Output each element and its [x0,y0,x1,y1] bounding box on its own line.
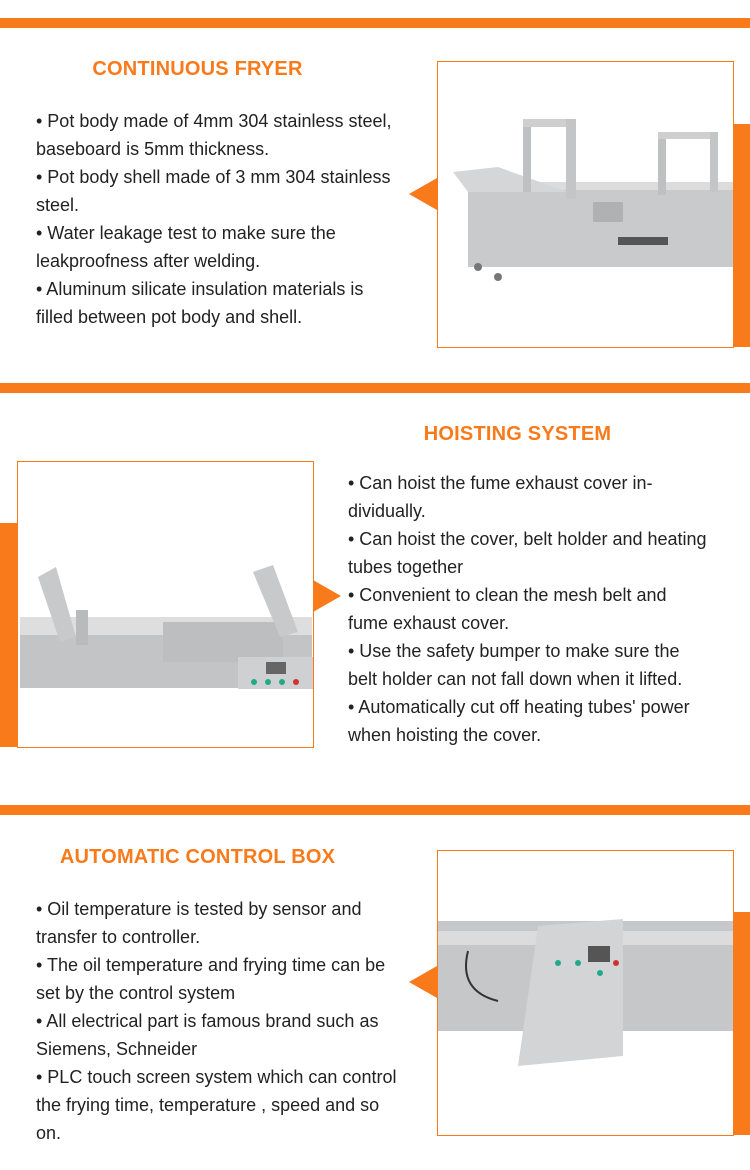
pointer-arrow [409,178,437,210]
fryer-photo [437,61,734,348]
divider-bar [0,383,750,393]
feature-item: • Automatically cut off heating tubes' power when hoisting the cover. [348,697,690,745]
divider-bar [0,18,750,28]
feature-item: • Oil temperature is tested by sensor and transfer to controller. [36,899,362,947]
accent-strip [0,523,17,747]
feature-item: • All electrical part is famous brand such as Siemens, Schneider [36,1011,379,1059]
pointer-arrow [409,966,437,998]
feature-item: • Can hoist the fume exhaust cover in-dividually. [348,473,653,521]
feature-item: • Pot body made of 4mm 304 stainless steel, baseboard is 5mm thickness. [36,111,392,159]
accent-strip [733,912,750,1135]
section-title-automatic-control-box: AUTOMATIC CONTROL BOX [59,846,336,868]
feature-list [36,895,401,1147]
feature-item: • Water leakage test to make sure the leakproofness after welding. [36,223,336,271]
feature-item: • PLC touch screen system which can control the frying time, temperature , speed and so on. [36,1067,397,1143]
pointer-arrow [313,580,341,612]
feature-item: • Aluminum silicate insulation materials is filled between pot body and shell. [36,279,364,327]
control-box-photo [437,850,734,1136]
feature-list [348,469,710,749]
hoisting-photo [17,461,314,748]
feature-item: • Convenient to clean the mesh belt and fume exhaust cover. [348,585,667,633]
section-title-hoisting-system: HOISTING SYSTEM [423,423,612,445]
feature-item: • Can hoist the cover, belt holder and heating tubes together [348,529,707,577]
divider-bar [0,805,750,815]
feature-list [36,107,396,331]
feature-item: • The oil temperature and frying time can be set by the control system [36,955,386,1003]
section-title-continuous-fryer: CONTINUOUS FRYER [92,58,303,80]
accent-strip [733,124,750,347]
feature-item: • Use the safety bumper to make sure the belt holder can not fall down when it lifted. [348,641,683,689]
feature-item: • Pot body shell made of 3 mm 304 stainless steel. [36,167,391,215]
